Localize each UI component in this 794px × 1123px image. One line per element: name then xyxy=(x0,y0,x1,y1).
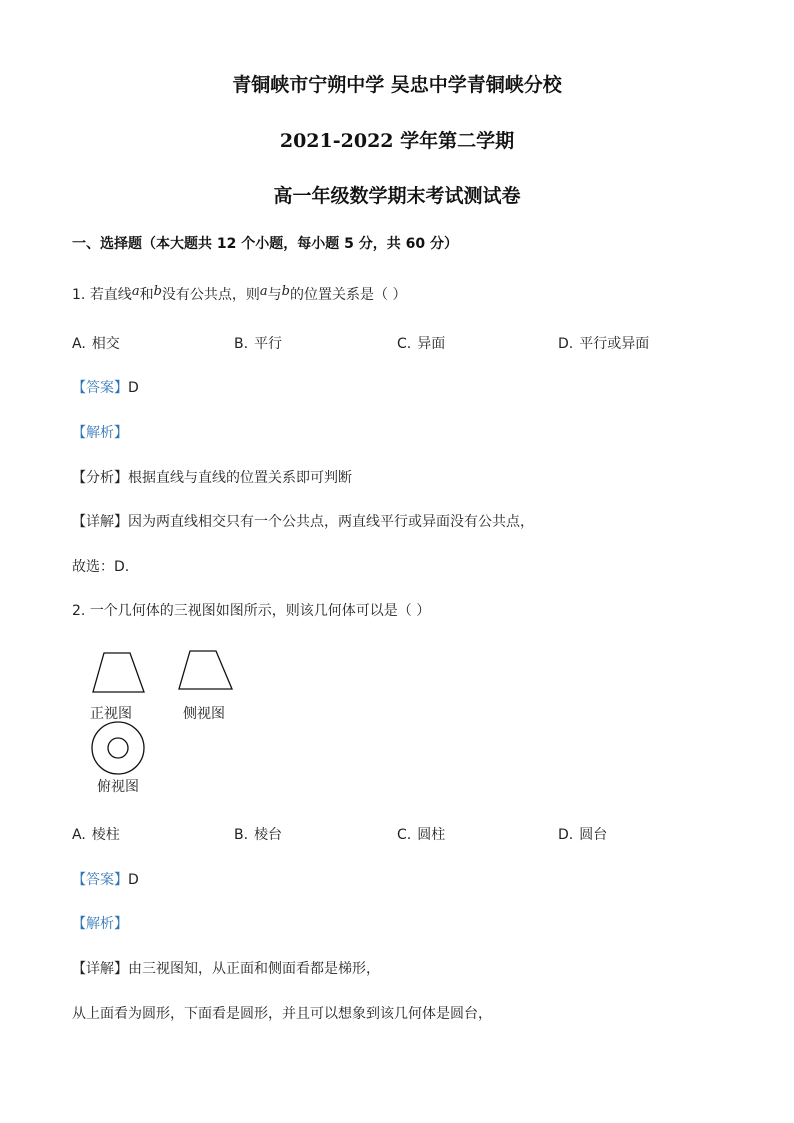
option-text: 棱台 xyxy=(254,827,283,843)
q2-answer xyxy=(72,869,139,889)
stem-text: 与 xyxy=(267,287,282,303)
variable-a: a xyxy=(131,284,140,299)
side-view-trapezoid xyxy=(175,648,237,693)
fenxi-tag: 【分析】 xyxy=(72,470,128,486)
side-view-label: 侧视图 xyxy=(183,706,225,722)
q2-option-d xyxy=(558,824,607,844)
detail-tag: 【详解】 xyxy=(72,961,128,977)
answer-value: D xyxy=(128,872,139,888)
detail-text: 因为两直线相交只有一个公共点，两直线平行或异面没有公共点， xyxy=(128,514,534,530)
q1-detail xyxy=(72,511,534,531)
exam-title: 高一年级数学期末考试测试卷 xyxy=(273,185,521,207)
question-1-stem xyxy=(72,284,406,304)
answer-value: D xyxy=(128,380,139,396)
top-view-label: 俯视图 xyxy=(97,779,139,795)
detail-text: 由三视图知，从正面和侧面看都是梯形， xyxy=(128,961,380,977)
q2-option-b xyxy=(234,824,282,844)
stem-text: 若直线 xyxy=(89,287,132,303)
q1-answer xyxy=(72,377,139,397)
option-text: 平行或异面 xyxy=(579,336,650,352)
q1-choose: 故选：D. xyxy=(72,559,130,575)
option-text: 平行 xyxy=(254,336,283,352)
term-title: 2021-2022 学年第二学期 xyxy=(279,130,515,152)
option-letter: C. xyxy=(397,827,412,843)
stem-text: 没有公共点，则 xyxy=(161,287,260,303)
school-title: 青铜峡市宁朔中学 吴忠中学青铜峡分校 xyxy=(232,74,562,96)
stem-text: 一个几何体的三视图如图所示，则该几何体可以是（ ） xyxy=(89,603,431,619)
option-letter: D. xyxy=(558,336,574,352)
option-letter: B. xyxy=(234,827,249,843)
q1-option-b xyxy=(234,333,282,353)
option-letter: C. xyxy=(397,336,412,352)
question-number: 2. xyxy=(72,603,86,619)
analysis-tag: 【解析】 xyxy=(72,425,128,441)
q2-option-a xyxy=(72,824,120,844)
stem-text: 和 xyxy=(139,287,154,303)
analysis-tag: 【解析】 xyxy=(72,916,128,932)
option-letter: B. xyxy=(234,336,249,352)
option-text: 异面 xyxy=(417,336,446,352)
fenxi-text: 根据直线与直线的位置关系即可判断 xyxy=(128,470,352,486)
variable-b: b xyxy=(153,284,162,299)
option-text: 圆台 xyxy=(579,827,608,843)
front-view-label: 正视图 xyxy=(90,706,132,722)
section-heading: 一、选择题（本大题共 12 个小题，每小题 5 分，共 60 分） xyxy=(72,236,458,252)
q2-detail-continued: 从上面看为圆形，下面看是圆形，并且可以想象到该几何体是圆台， xyxy=(72,1006,492,1022)
top-view-circles xyxy=(90,720,148,778)
q2-analysis-heading xyxy=(72,913,128,933)
q2-option-c xyxy=(397,824,445,844)
answer-tag: 【答案】 xyxy=(72,380,128,396)
variable-b: b xyxy=(281,284,290,299)
q1-option-d xyxy=(558,333,649,353)
q1-option-c xyxy=(397,333,445,353)
q1-analysis-heading xyxy=(72,422,128,442)
question-2-stem xyxy=(72,600,430,620)
answer-tag: 【答案】 xyxy=(72,872,128,888)
stem-text: 的位置关系是（ ） xyxy=(290,287,407,303)
option-text: 圆柱 xyxy=(417,827,446,843)
q2-detail xyxy=(72,958,380,978)
option-text: 棱柱 xyxy=(91,827,120,843)
detail-tag: 【详解】 xyxy=(72,514,128,530)
option-letter: D. xyxy=(558,827,574,843)
question-number: 1. xyxy=(72,287,86,303)
option-letter: A. xyxy=(72,336,86,352)
q1-fenxi xyxy=(72,467,352,487)
q1-option-a xyxy=(72,333,120,353)
option-letter: A. xyxy=(72,827,86,843)
variable-a: a xyxy=(259,284,268,299)
option-text: 相交 xyxy=(91,336,120,352)
front-view-trapezoid xyxy=(90,650,150,695)
